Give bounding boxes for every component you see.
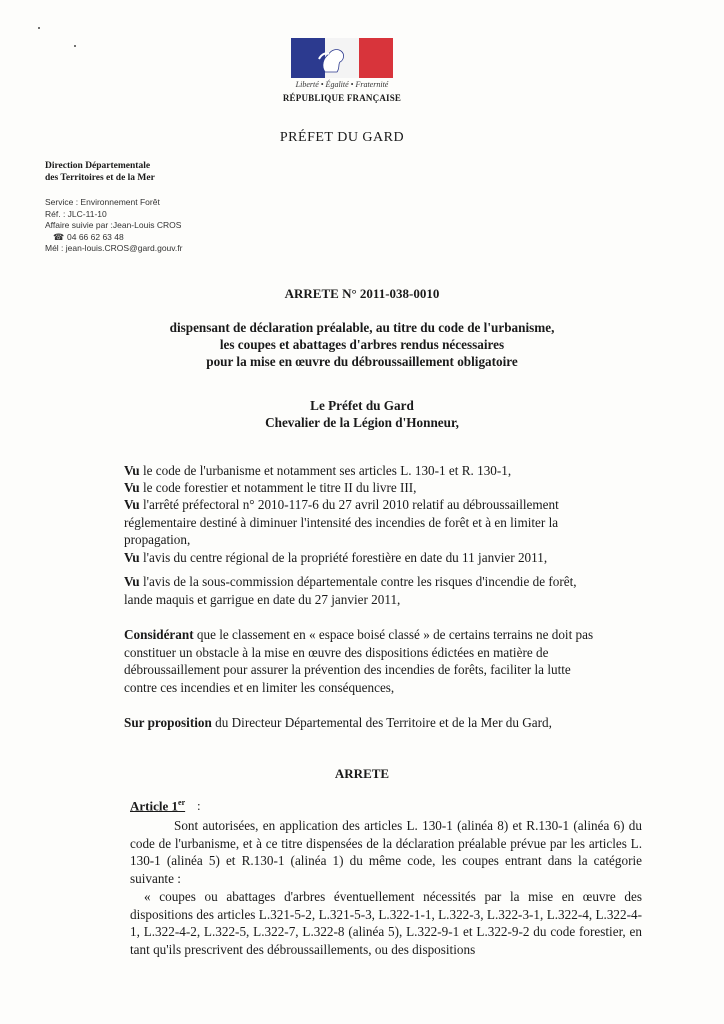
article-paragraph: Sont autorisées, en application des articles L. 130-1 (alinéa 8) et R.130-1 (alinéa 6) du code de l'urbanisme, et à ce titre dispensées de la déclaration préalable prévue par les articles L. 130-1 (alinéa 5) et R.130-1 (alinéa 1) du même code, les coupes entrant dans la catégorie suivante : — [130, 818, 642, 886]
arrete-heading: ARRETE — [334, 766, 390, 781]
prefet-title: Le Préfet du Gard — [310, 398, 414, 413]
republic-motto: Liberté • Égalité • Fraternité — [295, 80, 389, 89]
scan-speck — [38, 27, 40, 29]
prefet-honor: Chevalier de la Légion d'Honneur, — [265, 415, 459, 430]
considerant-line: débroussaillement pour assurer la prévention des incendies de forêts, faciliter la lutte — [124, 662, 571, 677]
flag-red-band — [359, 38, 393, 78]
phone-icon: ☎ — [53, 231, 65, 242]
article-title: Article 1er — [130, 798, 186, 814]
considerant-line: contre ces incendies et en limiter les conséquences, — [124, 680, 395, 695]
considerant-line: Considérant que le classement en « espace boisé classé » de certains terrains ne doit pas — [124, 627, 594, 642]
phone-line — [45, 232, 182, 244]
direction-line: des Territoires et de la Mer — [45, 173, 155, 183]
email-line: Mél : jean-louis.CROS@gard.gouv.fr — [45, 243, 183, 253]
service-line: Service : Environnement Forêt — [45, 197, 160, 207]
service-block — [45, 197, 182, 255]
arrete-number: ARRETE N° 2011-038-0010 — [284, 286, 440, 301]
marianne-logo — [291, 38, 393, 78]
vu-line: Vu l'arrêté préfectoral n° 2010-117-6 du 27 avril 2010 relatif au débroussaillement — [124, 497, 559, 512]
article-colon: : — [197, 798, 201, 813]
vu-line: Vu l'avis de la sous-commission départementale contre les risques d'incendie de forêt, — [124, 574, 577, 589]
proposition-line: Sur proposition du Directeur Départemental des Territoire et de la Mer du Gard, — [124, 715, 552, 730]
vu-continuation: réglementaire destiné à diminuer l'intensité des incendies de forêt et à en limiter la — [124, 515, 559, 530]
article-paragraph: « coupes ou abattages d'arbres éventuellement nécessités par la mise en œuvre des dispositions des articles L.321-5-2, L.321-5-3, L.322-1-1, L.322-3, L.322-3-1, L.322-4, L.322-4-1, L.322-4-2, L.322-5, L.322-7, L.322-8 (alinéa 5), L.322-9-1 et L.322-9-2 du code forestier, en tant qu'ils prescrivent des débroussaillements, ou des dispositions — [130, 889, 642, 957]
vu-continuation: propagation, — [124, 532, 191, 547]
vu-line: Vu l'avis du centre régional de la propriété forestière en date du 11 janvier 2011, — [124, 550, 548, 565]
affaire-line: Affaire suivie par :Jean-Louis CROS — [45, 220, 182, 230]
marianne-profile-icon — [311, 42, 355, 76]
direction-block — [45, 160, 155, 184]
reference-line: Réf. : JLC-11-10 — [45, 208, 107, 219]
prefet-header: PRÉFET DU GARD — [279, 130, 405, 145]
scan-speck — [74, 45, 76, 47]
subject-line: pour la mise en œuvre du débroussaillement obligatoire — [206, 354, 518, 369]
direction-line: Direction Départementale — [45, 161, 151, 171]
republique-francaise: RÉPUBLIQUE FRANÇAISE — [282, 93, 402, 103]
subject-line: dispensant de déclaration préalable, au titre du code de l'urbanisme, — [169, 320, 555, 335]
subject-line: les coupes et abattages d'arbres rendus nécessaires — [219, 337, 505, 352]
considerant-line: constituer un obstacle à la mise en œuvre des dispositions édictées en matière de — [124, 645, 549, 660]
vu-continuation: lande maquis et garrigue en date du 27 janvier 2011, — [124, 592, 401, 607]
vu-line: Vu le code forestier et notamment le titre II du livre III, — [124, 480, 417, 495]
vu-line: Vu le code de l'urbanisme et notamment ses articles L. 130-1 et R. 130-1, — [124, 463, 512, 478]
phone-number: 04 66 62 63 48 — [67, 231, 124, 242]
